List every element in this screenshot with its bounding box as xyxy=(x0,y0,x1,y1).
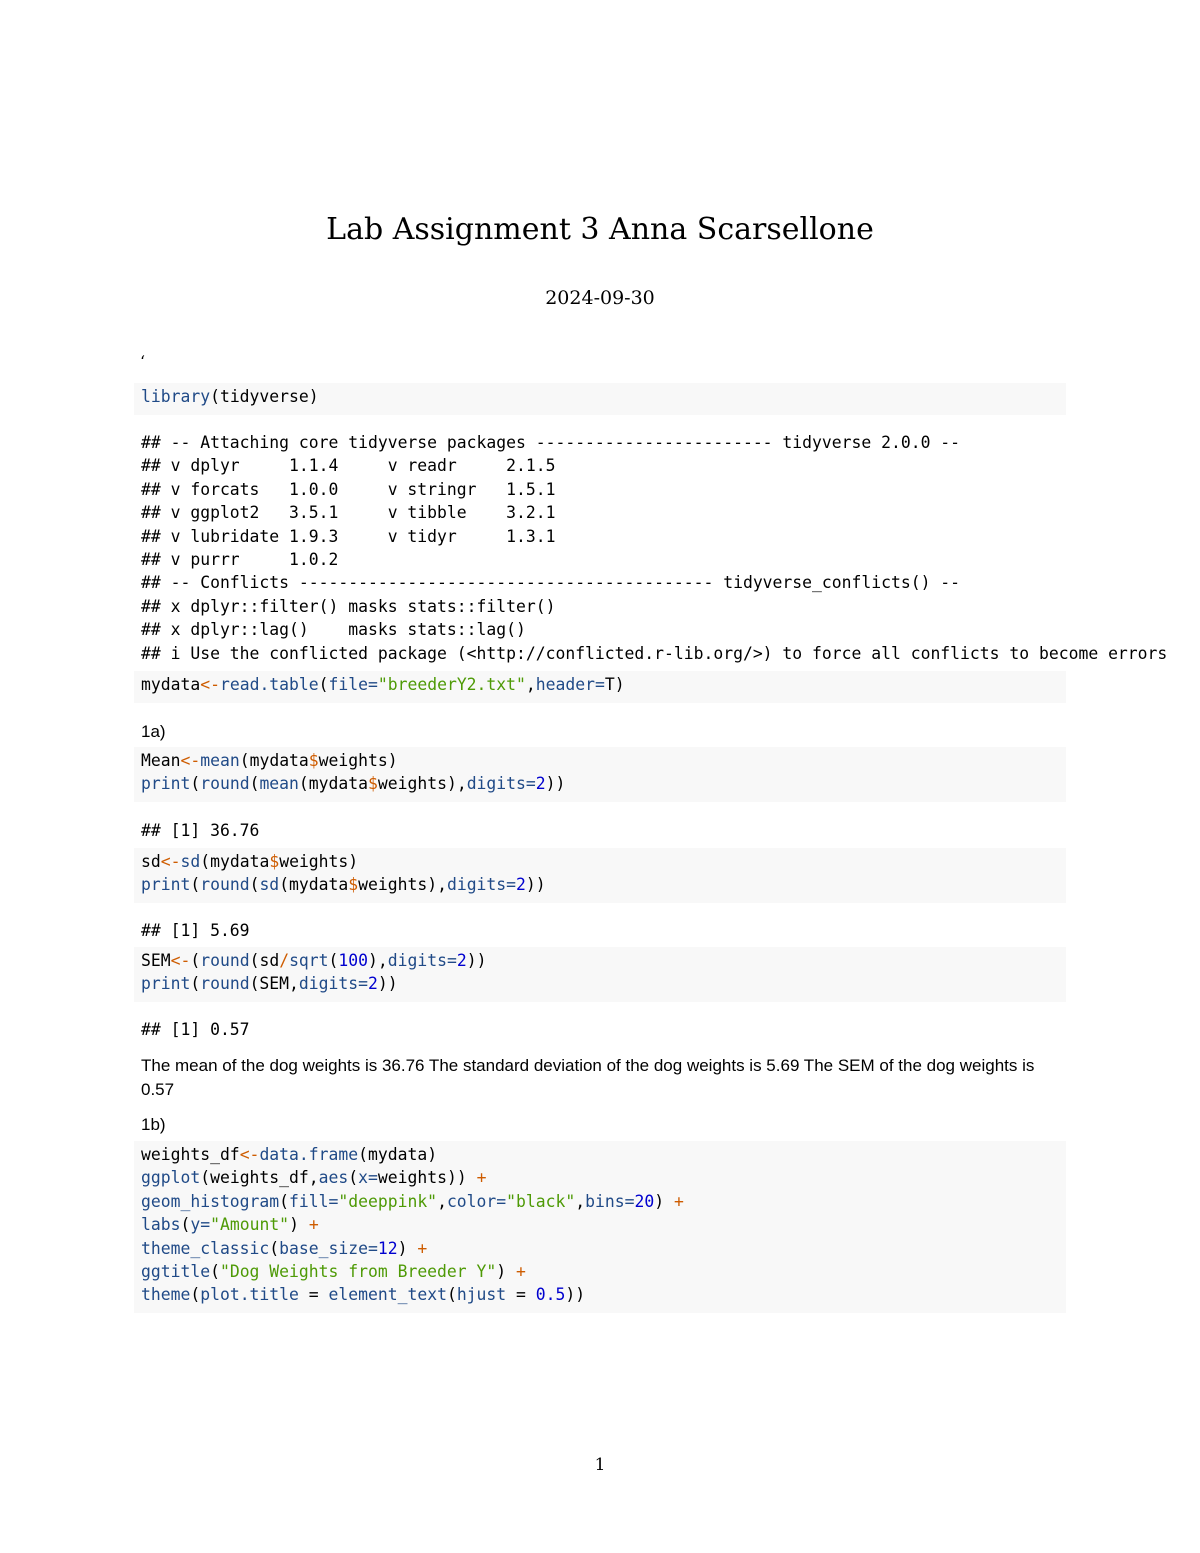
argument-name: digits= xyxy=(298,974,368,994)
string-literal: "black" xyxy=(506,1191,576,1211)
number-literal: 100 xyxy=(338,951,369,970)
code-text: )) xyxy=(565,1285,586,1305)
code-text: ( xyxy=(190,974,201,994)
code-text: ( xyxy=(210,1261,220,1281)
plus-operator: + xyxy=(476,1168,487,1188)
function-name: round xyxy=(200,875,250,895)
code-text: (weights_df, xyxy=(200,1168,319,1188)
function-name: ggtitle xyxy=(141,1261,211,1281)
code-line xyxy=(141,1143,1066,1166)
page-number: 1 xyxy=(594,1455,606,1475)
output-mean: ## [1] 36.76 xyxy=(141,821,260,840)
output-line: ## x dplyr::lag() masks stats::lag() xyxy=(141,620,526,640)
output-line: ## v ggplot2 3.5.1 v tibble 3.2.1 xyxy=(141,503,556,523)
code-text: ( xyxy=(446,1285,457,1305)
code-line xyxy=(141,1237,1066,1260)
assign-operator: <- xyxy=(200,675,220,694)
function-name: mean xyxy=(200,751,240,770)
code-text: = xyxy=(298,1285,329,1305)
code-line xyxy=(141,772,1066,795)
output-sem: ## [1] 0.57 xyxy=(141,1020,250,1039)
function-name: aes xyxy=(318,1168,349,1188)
string-literal: "Amount" xyxy=(210,1215,290,1235)
output-line: ## x dplyr::filter() masks stats::filter() xyxy=(141,596,556,616)
function-name: round xyxy=(200,951,250,970)
argument-name: base_size= xyxy=(279,1238,378,1258)
function-name: sd xyxy=(259,875,280,895)
argument-name: digits= xyxy=(387,951,457,970)
code-text: ( xyxy=(190,774,201,794)
number-literal: 2 xyxy=(456,951,467,970)
code-text: ( xyxy=(190,1285,201,1305)
code-line xyxy=(141,1190,1066,1213)
tidyverse-output xyxy=(141,431,1167,665)
code-chunk-sem xyxy=(134,947,1066,1002)
code-text: ( xyxy=(190,951,201,970)
heading-1a: 1a) xyxy=(141,722,166,741)
function-name: mean xyxy=(259,774,299,794)
code-text: (mydata xyxy=(200,852,270,871)
argument-name: hjust xyxy=(456,1285,507,1305)
variable-name: mydata xyxy=(141,675,201,694)
function-name: print xyxy=(141,974,191,994)
code-line xyxy=(141,873,1066,896)
function-name: round xyxy=(200,974,250,994)
code-text: ) xyxy=(289,1215,309,1235)
number-literal: 20 xyxy=(634,1191,655,1211)
function-name: theme xyxy=(141,1285,191,1305)
plus-operator: + xyxy=(417,1238,428,1258)
code-text: (mydata) xyxy=(358,1145,438,1164)
code-text: ) xyxy=(397,1238,418,1258)
code-line xyxy=(141,673,1066,696)
function-name: print xyxy=(141,774,191,794)
code-text: ) xyxy=(654,1191,674,1211)
code-text: ( xyxy=(318,675,329,694)
code-text: , xyxy=(525,675,536,694)
variable-name: sd xyxy=(141,852,161,871)
number-literal: 2 xyxy=(367,974,378,994)
output-line: ## v purrr 1.0.2 xyxy=(141,549,339,569)
divide-operator: / xyxy=(279,951,290,970)
code-text: weights) xyxy=(318,751,398,770)
argument-name: plot.title xyxy=(200,1285,299,1305)
code-text: ( xyxy=(180,1215,191,1235)
assign-operator: <- xyxy=(160,852,181,871)
code-text: weights)) xyxy=(377,1168,477,1188)
document-date: 2024-09-30 xyxy=(545,287,655,309)
summary-paragraph: The mean of the dog weights is 36.76 The standard deviation of the dog weights is 5.69 The SEM of the dog weights is 0.57 xyxy=(141,1056,1035,1099)
stray-backtick: ‘ xyxy=(140,352,146,371)
code-text: T) xyxy=(604,675,625,694)
heading-1b: 1b) xyxy=(141,1115,166,1134)
code-text: )) xyxy=(545,774,566,794)
plus-operator: + xyxy=(308,1215,319,1235)
function-name: labs xyxy=(141,1215,181,1235)
code-text: , xyxy=(437,1191,447,1211)
argument-name: file= xyxy=(328,675,378,694)
function-name: round xyxy=(200,774,250,794)
function-name: sd xyxy=(180,852,201,871)
code-text: )) xyxy=(525,875,546,895)
function-name: print xyxy=(141,875,191,895)
argument-name: digits= xyxy=(466,774,536,794)
dollar-operator: $ xyxy=(348,875,359,895)
number-literal: 0.5 xyxy=(535,1285,566,1305)
plus-operator: + xyxy=(516,1261,526,1281)
code-text: , xyxy=(575,1191,586,1211)
code-text: )) xyxy=(466,951,487,970)
code-text: weights), xyxy=(377,774,467,794)
code-chunk-plot xyxy=(134,1141,1066,1313)
output-sd: ## [1] 5.69 xyxy=(141,921,250,940)
code-text: ( xyxy=(328,951,339,970)
code-line xyxy=(141,1260,1066,1283)
code-line xyxy=(141,949,1066,972)
argument-name: digits= xyxy=(446,875,517,895)
code-text: ( xyxy=(190,875,201,895)
number-literal: 2 xyxy=(535,774,546,794)
string-literal: "Dog Weights from Breeder Y" xyxy=(219,1261,497,1281)
code-chunk-read-table xyxy=(134,671,1066,703)
assign-operator: <- xyxy=(170,951,191,970)
code-line xyxy=(141,385,1066,408)
string-literal: "breederY2.txt" xyxy=(377,675,526,694)
number-literal: 2 xyxy=(516,875,526,895)
output-line: ## v forcats 1.0.0 v stringr 1.5.1 xyxy=(141,479,556,499)
code-text: ( xyxy=(269,1238,280,1258)
function-name: theme_classic xyxy=(141,1238,270,1258)
function-name: element_text xyxy=(328,1285,447,1305)
argument-name: x= xyxy=(358,1168,378,1188)
document-title: Lab Assignment 3 Anna Scarsellone xyxy=(326,212,874,247)
output-line: ## i Use the conflicted package (<http://conflicted.r-lib.org/>) to force all conflicts to become errors xyxy=(141,643,1168,663)
argument-name: bins= xyxy=(585,1191,635,1211)
function-name: library xyxy=(141,387,211,406)
code-text: ( xyxy=(279,1191,290,1211)
dollar-operator: $ xyxy=(308,751,319,770)
dollar-operator: $ xyxy=(269,852,280,871)
code-line xyxy=(141,1166,1066,1189)
code-text: ( xyxy=(249,875,260,895)
output-line: ## v lubridate 1.9.3 v tidyr 1.3.1 xyxy=(141,526,556,546)
function-name: sqrt xyxy=(289,951,329,970)
code-text: = xyxy=(506,1285,536,1305)
string-literal: "deeppink" xyxy=(338,1191,438,1211)
code-text: ) xyxy=(496,1261,517,1281)
function-name: data.frame xyxy=(259,1145,359,1164)
code-text: )) xyxy=(377,974,398,994)
code-text: weights), xyxy=(358,875,447,895)
plus-operator: + xyxy=(673,1191,684,1211)
code-line xyxy=(141,1283,1066,1306)
code-text: (SEM, xyxy=(249,974,299,994)
code-text: (tidyverse) xyxy=(210,387,319,406)
variable-name: weights_df xyxy=(141,1145,240,1164)
argument-name: header= xyxy=(535,675,605,694)
function-name: geom_histogram xyxy=(141,1191,280,1211)
code-line xyxy=(141,1213,1066,1236)
output-line: ## -- Attaching core tidyverse packages ------------------------ tidyverse 2.0.0 -- xyxy=(141,433,961,452)
argument-name: y= xyxy=(190,1215,211,1235)
argument-name: color= xyxy=(446,1191,507,1211)
code-text: weights) xyxy=(279,852,359,871)
code-chunk-library xyxy=(134,383,1066,415)
number-literal: 12 xyxy=(377,1238,398,1258)
code-line xyxy=(141,749,1066,772)
code-text: (mydata xyxy=(239,751,309,770)
function-name: read.table xyxy=(219,675,319,694)
code-text: ( xyxy=(348,1168,359,1188)
output-line: ## -- Conflicts ------------------------------------------ tidyverse_conflicts() -- xyxy=(141,573,961,593)
code-text: ), xyxy=(368,951,388,970)
dollar-operator: $ xyxy=(368,774,378,794)
code-text: (sd xyxy=(249,951,280,970)
variable-name: Mean xyxy=(141,751,181,770)
code-chunk-mean xyxy=(134,747,1066,802)
code-line xyxy=(141,850,1066,873)
function-name: ggplot xyxy=(141,1168,201,1188)
output-line: ## v dplyr 1.1.4 v readr 2.1.5 xyxy=(141,456,556,476)
code-text: (mydata xyxy=(279,875,349,895)
assign-operator: <- xyxy=(180,751,201,770)
assign-operator: <- xyxy=(239,1145,260,1164)
code-line xyxy=(141,972,1066,995)
code-text: ( xyxy=(249,774,260,794)
code-chunk-sd xyxy=(134,848,1066,903)
argument-name: fill= xyxy=(289,1191,339,1211)
variable-name: SEM xyxy=(141,951,171,970)
code-text: (mydata xyxy=(298,774,368,794)
